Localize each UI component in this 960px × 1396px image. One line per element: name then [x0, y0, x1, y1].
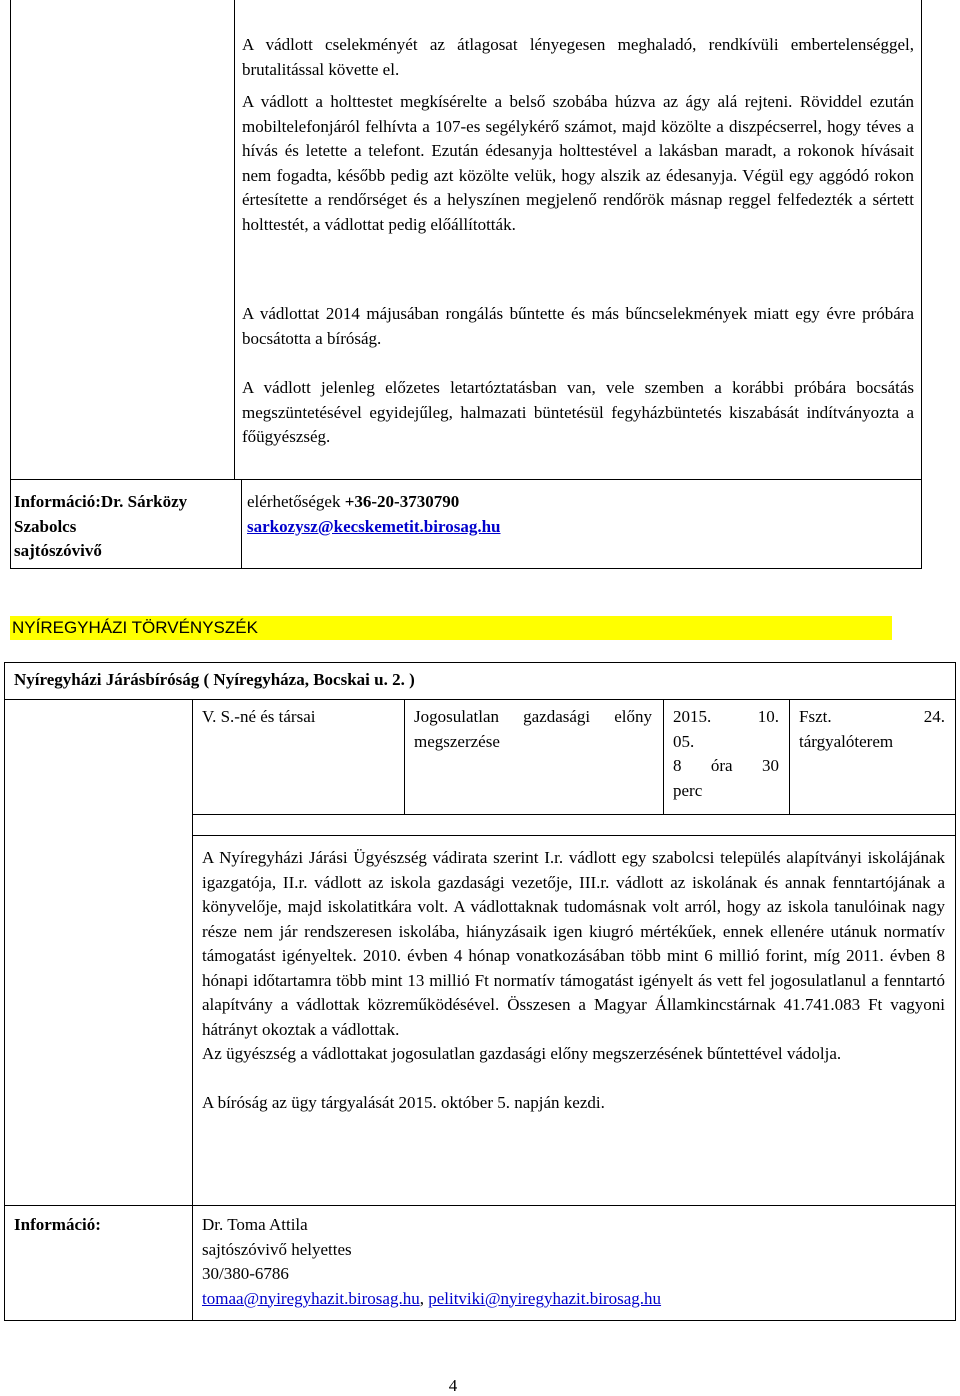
case-desc-border-left: [192, 835, 193, 1321]
case-room: [799, 705, 945, 754]
case-room-line1: Fszt. 24.: [799, 707, 945, 726]
contact1-border-left: [10, 479, 11, 569]
case-description-paragraph-3: A bíróság az ügy tárgyalását 2015. október 5. napján kezdi.: [202, 1092, 605, 1112]
contact1-label-line2: Szabolcs: [14, 516, 77, 536]
district-court-title: Nyíregyházi Járásbíróság ( Nyíregyháza, Bocskai u. 2. ): [14, 670, 415, 689]
case-col-sep-4: [789, 699, 790, 815]
contact2-top: [4, 1205, 956, 1206]
case-description: [202, 846, 945, 1115]
contact1-label: [14, 490, 240, 564]
contact1-phone: +36-20-3730790: [344, 492, 460, 511]
case-table-bottom: [4, 1320, 956, 1321]
case-col-sep-spacer: [192, 814, 193, 836]
contact1-details: [247, 490, 907, 539]
case-col-sep-2: [404, 699, 405, 815]
contact1-label-line1: Információ:Dr. Sárközy: [14, 492, 188, 511]
contact2-email2-link[interactable]: pelitviki@nyiregyhazit.birosag.hu: [428, 1288, 662, 1308]
case-paragraph-2: A vádlott a holttestet megkísérelte a belső szobába húzva az ágy alá rejteni. Röviddel ezután mobiltelefonjáról felhívta a 107-es segélykérő számot, majd közölte a diszpécserrel, hogy téves a hívás és letette a telefont. Ezután édesanyja holttestével a lakásban maradt, a rokonok hívásait nem fogadta, később pedig azt közölte velük, hogy alszik az édesanyja. Végül egy aggódó rokon értesítette a rendőrséget és a helyszínen megjelenő rendőrök másnap reggel felfedezték a sértett holttestét, a vádlottat pedig előállították.: [242, 92, 914, 234]
table-border-left: [10, 0, 11, 480]
table-border-inner: [234, 0, 235, 480]
case-charge: Jogosulatlan gazdasági előny megszerzése: [414, 707, 652, 751]
case-time: 8 óra 30: [673, 756, 779, 775]
case-paragraph-1: A vádlott cselekményét az átlagosat lényegesen meghaladó, rendkívüli embertelenséggel, brutalitással követte el.: [242, 35, 914, 79]
case-table-border-left: [4, 699, 5, 1321]
case-table-border-right: [955, 699, 956, 1321]
contact1-label-line3: sajtószóvivő: [14, 541, 102, 560]
page-number: 4: [448, 1376, 458, 1395]
contact2-role: sajtószóvivő helyettes: [202, 1239, 352, 1259]
contact2-email-separator: ,: [419, 1288, 429, 1308]
case-defendant: V. S.-né és társai: [202, 707, 316, 726]
contact1-reach-label: elérhetőségek: [247, 492, 345, 511]
case-paragraph-4: A vádlott jelenleg előzetes letartóztatásban van, vele szemben a korábbi próbára bocsátás megszüntetésével egyidejűleg, halmazati büntetésül fegyházbüntetés kiszabását indítványozta a főügyészség.: [242, 378, 914, 446]
case-datetime: [673, 705, 779, 803]
case-date-line1: 2015. 10.: [673, 707, 779, 726]
case-room-line2: tárgyalóterem: [799, 731, 894, 751]
case-row1-bottom: [192, 814, 956, 815]
court-heading: NYÍREGYHÁZI TÖRVÉNYSZÉK: [12, 618, 258, 637]
case-col-sep-1: [192, 699, 193, 815]
case-row2-top: [192, 835, 956, 836]
case-date-line2: 05.: [673, 731, 695, 751]
case-description-paragraph-1: A Nyíregyházi Járási Ügyészség vádirata szerint I.r. vádlott egy szabolcsi település alapítványi iskolájának igazgatója, II.r. vádlott az iskola gazdasági vezetője, III.r. vádlott az iskolának és annak fenntartójának a könyvelője, majd iskolatitkára volt. A vádlottaknak tudomásnak volt arról, hogy az iskola tanulóinak nagy része nem jár rendszeresen iskolába, hiányzásaik igen kiugró mértékűek, ennek ellenére utánuk normatív támogatást igényeltek. 2010. évben 4 hónap vonatkozásában több mint 6 millió forint, míg 2011. évben 8 hónapi időtartamra több mint 13 millió Ft normatív támogatást igényelt ás vett fel jogosulatlanul a fenntartó alapítvány a vádlottak közreműködésével. Összesen a Magyar Államkincstárnak 41.741.083 Ft vagyoni hátrányt okoztak a vádlottak.: [202, 848, 945, 1039]
contact1-border-bottom: [10, 568, 922, 569]
case-col-sep-3: [663, 699, 664, 815]
contact2-details: [202, 1213, 945, 1311]
contact2-label: Információ:: [14, 1215, 101, 1234]
case-time-unit: perc: [673, 780, 703, 800]
contact2-name: Dr. Toma Attila: [202, 1215, 308, 1234]
contact2-phone: 30/380-6786: [202, 1264, 289, 1283]
contact2-email1-link[interactable]: tomaa@nyiregyhazit.birosag.hu: [202, 1288, 420, 1308]
contact1-border-inner: [241, 479, 242, 569]
contact1-border-right: [921, 479, 922, 569]
contact1-email-link[interactable]: sarkozysz@kecskemetit.birosag.hu: [247, 516, 501, 536]
case-paragraph-3: A vádlottat 2014 májusában rongálás bűntette és más bűncselekmények miatt egy évre próbára bocsátotta a bíróság.: [242, 304, 914, 348]
table-border-right: [921, 0, 922, 480]
case-description-paragraph-2: Az ügyészség a vádlottakat jogosulatlan gazdasági előny megszerzésének bűntettével vádolja.: [202, 1044, 842, 1063]
table-border-bottom: [10, 479, 922, 480]
